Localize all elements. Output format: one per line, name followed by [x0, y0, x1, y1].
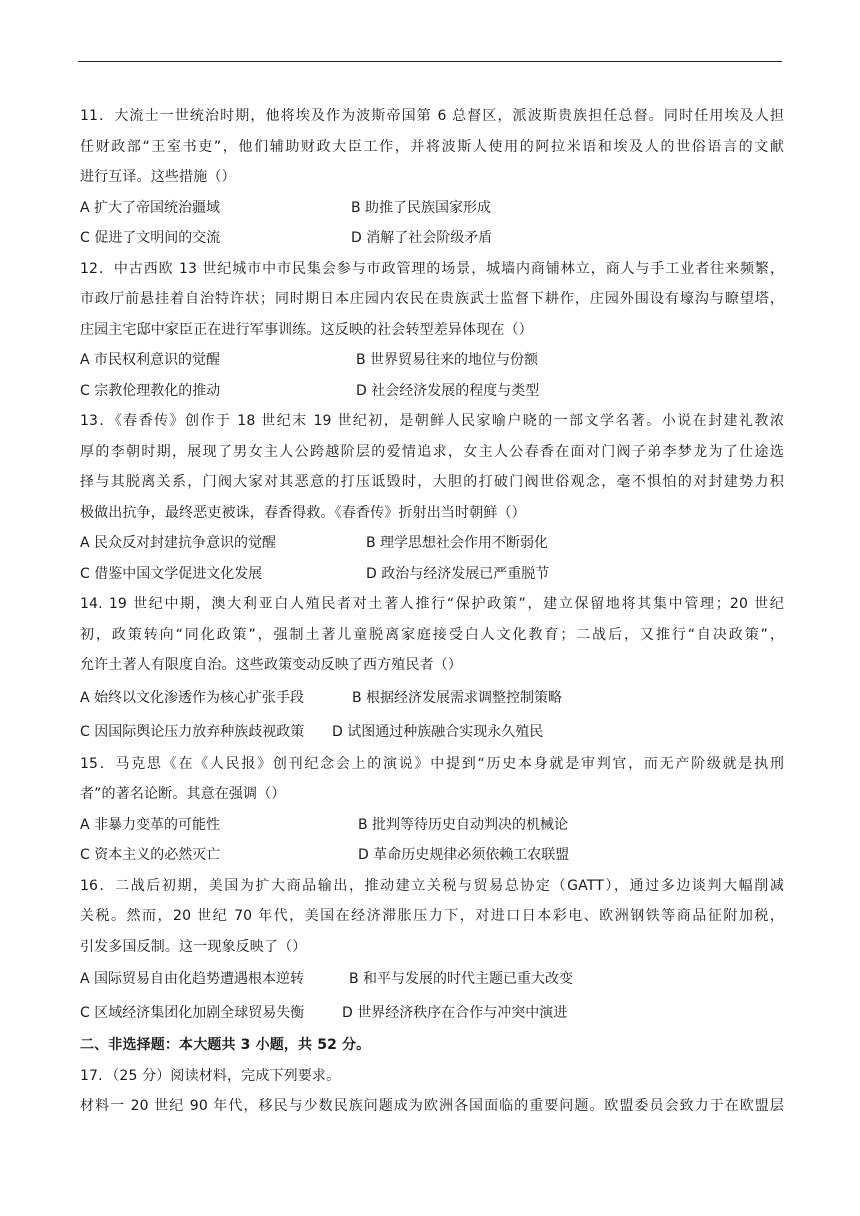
question-stem-line: 任财政部“王室书吏”，他们辅助财政大臣工作，并将波斯人使用的阿拉米语和埃及人的世俗语言的文献 — [80, 138, 784, 155]
question-stem-line: 厚的李朝时期，展现了男女主人公跨越阶层的爱情追求，女主人公春香在面对门阀子弟李梦龙为了仕途选 — [80, 443, 784, 460]
option-b[interactable]: B 批判等待历史自动判决的机械论 — [358, 816, 569, 833]
question-stem-line: 初，政策转向“同化政策”，强制土著儿童脱离家庭接受白人文化教育；二战后，又推行“自决政策”， — [80, 626, 784, 643]
option-d[interactable]: D 政治与经济发展已严重脱节 — [366, 565, 550, 582]
question-stem-line: 引发多国反制。这一现象反映了（） — [80, 938, 307, 955]
question-stem-line: 极做出抗争，最终恶吏被诛，春香得救。《春香传》折射出当时朝鲜（） — [80, 504, 526, 521]
options-row — [80, 681, 784, 715]
options-row — [80, 345, 784, 376]
option-b[interactable]: B 理学思想社会作用不断弱化 — [366, 535, 549, 551]
option-c[interactable]: C 借鉴中国文学促进文化发展 — [80, 565, 263, 582]
options-row — [80, 840, 784, 871]
option-d[interactable]: D 消解了社会阶级矛盾 — [351, 230, 493, 246]
question-11 — [80, 101, 784, 254]
option-b[interactable]: B 和平与发展的时代主题已重大改变 — [349, 971, 574, 987]
option-a[interactable]: A 始终以文化渗透作为核心扩张手段 — [80, 689, 305, 706]
question-stem-line: 12．中古西欧 13 世纪城市中市民集会参与市政管理的场景，城墙内商铺林立，商人与手工业者往来频繁， — [80, 260, 784, 277]
exam-page-content — [80, 101, 784, 1122]
question-stem-line: 13．《春香传》创作于 18 世纪末 19 世纪初，是朝鲜人民家喻户晓的一部文学名著。小说在封建礼教浓 — [80, 413, 784, 429]
option-b[interactable]: B 根据经济发展需求调整控制策略 — [352, 689, 563, 706]
question-13 — [80, 406, 784, 589]
option-a[interactable]: A 民众反对封建抗争意识的觉醒 — [80, 535, 277, 551]
question-stem-line: 允许土著人有限度自治。这些政策变动反映了西方殖民者（） — [80, 657, 463, 673]
question-17 — [80, 1061, 784, 1122]
question-stem-line: 者”的著名论断。其意在强调（） — [80, 786, 286, 802]
option-b[interactable]: B 世界贸易往来的地位与份额 — [356, 352, 539, 368]
question-stem-line: 15．马克思《在《人民报》创刊纪念会上的演说》中提到“历史本身就是审判官，而无产阶级就是执刑 — [80, 755, 784, 772]
options-row — [80, 715, 784, 749]
options-row — [80, 962, 784, 996]
option-d[interactable]: D 试图通过种族融合实现永久殖民 — [332, 723, 544, 740]
question-stem-line: 进行互译。这些措施（） — [80, 169, 236, 185]
question-stem-line: 庄园主宅邸中家臣正在进行军事训练。这反映的社会转型差异体现在（） — [80, 321, 533, 338]
option-b[interactable]: B 助推了民族国家形成 — [351, 199, 492, 216]
options-row — [80, 528, 784, 559]
option-a[interactable]: A 市民权利意识的觉醒 — [80, 352, 221, 368]
option-d[interactable]: D 世界经济秩序在合作与冲突中演进 — [342, 1005, 568, 1021]
question-stem-line: 16．二战后初期，美国为扩大商品输出，推动建立关税与贸易总协定（GATT），通过多边谈判大幅削减 — [80, 877, 784, 894]
option-c[interactable]: C 资本主义的必然灭亡 — [80, 847, 221, 863]
options-row — [80, 810, 784, 841]
section-heading: 二、非选择题：本大题共 3 小题，共 52 分。 — [80, 1037, 371, 1053]
question-stem-line: 市政厅前悬挂着自治特许状；同时期日本庄园内农民在贵族武士监督下耕作，庄园外围设有壕沟与瞭望塔， — [80, 291, 784, 307]
question-intro: 17．（25 分）阅读材料，完成下列要求。 — [80, 1067, 341, 1084]
question-15 — [80, 749, 784, 871]
question-stem-line: 关税。然而，20 世纪 70 年代，美国在经济滞胀压力下，对进口日本彩电、欧洲钢铁等商品征附加税， — [80, 908, 784, 924]
option-c[interactable]: C 宗教伦理教化的推动 — [80, 382, 221, 399]
header-rule — [78, 61, 782, 62]
options-row — [80, 559, 784, 590]
options-row — [80, 376, 784, 407]
question-stem-line: 14. 19 世纪中期，澳大利亚白人殖民者对土著人推行“保护政策”，建立保留地将其集中管理；20 世纪 — [80, 596, 784, 612]
option-a[interactable]: A 扩大了帝国统治疆域 — [80, 199, 221, 216]
material-text-line: 材料一 20 世纪 90 年代，移民与少数民族问题成为欧洲各国面临的重要问题。欧盟委员会致力于在欧盟层 — [80, 1098, 784, 1114]
option-a[interactable]: A 非暴力变革的可能性 — [80, 816, 221, 833]
options-row — [80, 996, 784, 1030]
question-stem-line: 择与其脱离关系，门阀大家对其恶意的打压诋毁时，大胆的打破门阀世俗观念，毫不惧怕的对封建势力积 — [80, 474, 784, 490]
question-16 — [80, 871, 784, 1031]
option-d[interactable]: D 革命历史规律必须依赖工农联盟 — [358, 847, 570, 863]
option-c[interactable]: C 促进了文明间的交流 — [80, 230, 221, 246]
option-c[interactable]: C 因国际舆论压力放弃种族歧视政策 — [80, 723, 305, 740]
options-row — [80, 223, 784, 254]
option-d[interactable]: D 社会经济发展的程度与类型 — [356, 382, 540, 399]
question-stem-line: 11．大流士一世统治时期，他将埃及作为波斯帝国第 6 总督区，派波斯贵族担任总督。同时任用埃及人担 — [80, 108, 784, 124]
question-14 — [80, 589, 784, 749]
option-c[interactable]: C 区域经济集团化加剧全球贸易失衡 — [80, 1005, 305, 1021]
options-row — [80, 193, 784, 224]
question-12 — [80, 254, 784, 407]
option-a[interactable]: A 国际贸易自由化趋势遭遇根本逆转 — [80, 971, 305, 987]
